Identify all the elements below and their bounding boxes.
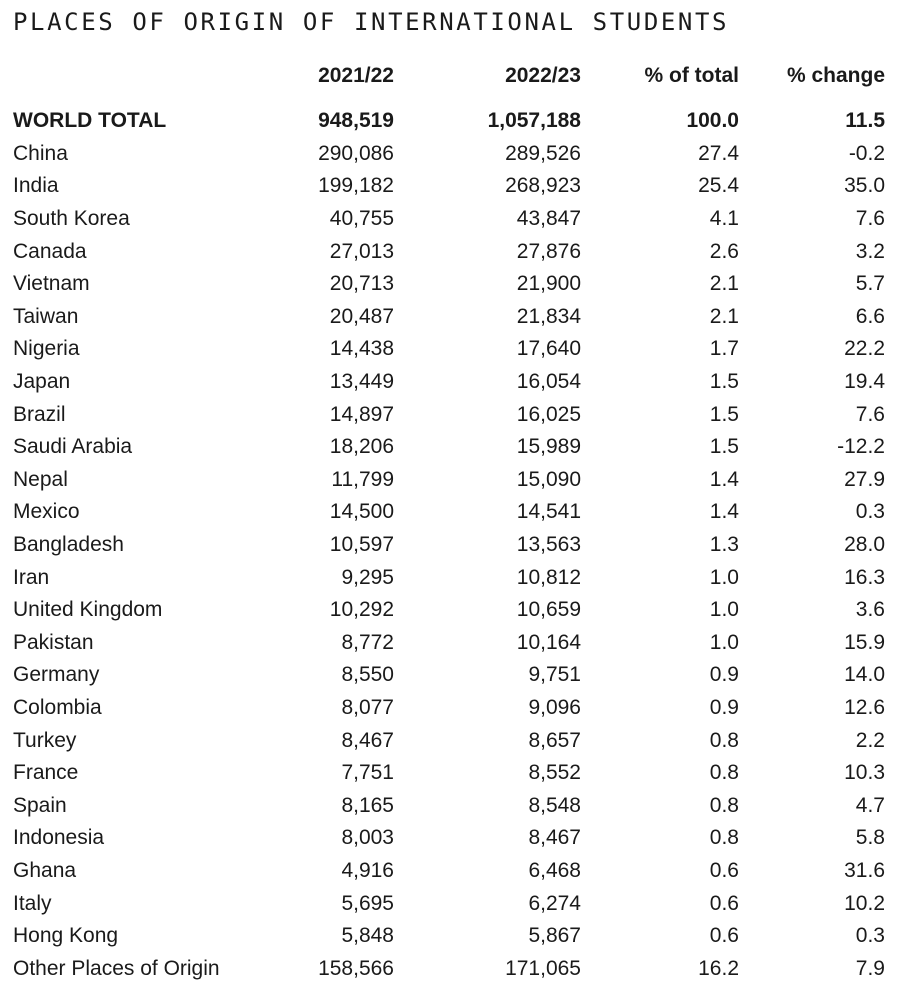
place-name: Pakistan <box>13 630 94 654</box>
pct-total: 1.5 <box>709 370 739 394</box>
pct-total: 4.1 <box>709 207 739 231</box>
table-row <box>13 366 885 399</box>
value-2021-22: 5,695 <box>341 891 394 915</box>
header-place <box>13 58 261 94</box>
pct-total: 0.8 <box>709 793 739 817</box>
total-2022-23: 1,057,188 <box>487 109 581 133</box>
pct-change: 3.2 <box>855 239 885 263</box>
place-name: Canada <box>13 239 87 263</box>
pct-change: 35.0 <box>844 174 885 198</box>
pct-total: 0.8 <box>709 761 739 785</box>
table-row <box>13 301 885 334</box>
table-row <box>13 138 885 171</box>
table-row <box>13 855 885 888</box>
place-name: Ghana <box>13 858 77 882</box>
value-2022-23: 21,834 <box>516 304 581 328</box>
place-name: Italy <box>13 891 52 915</box>
value-2022-23: 10,164 <box>516 630 581 654</box>
value-2021-22: 8,550 <box>341 663 394 687</box>
pct-change: 7.6 <box>855 207 885 231</box>
pct-total: 1.4 <box>709 500 739 524</box>
value-2021-22: 11,799 <box>331 467 394 491</box>
header-pct-total: % of total <box>644 64 739 87</box>
pct-total: 0.9 <box>709 663 739 687</box>
pct-change: 27.9 <box>844 467 885 491</box>
place-name: Nepal <box>13 467 68 491</box>
value-2022-23: 9,096 <box>528 695 581 719</box>
pct-change: 2.2 <box>855 728 885 752</box>
table-row <box>13 627 885 660</box>
pct-total: 27.4 <box>698 141 739 165</box>
pct-total: 2.1 <box>709 272 739 296</box>
place-name: Indonesia <box>13 826 105 850</box>
pct-total: 1.0 <box>709 565 739 589</box>
value-2022-23: 8,467 <box>528 826 581 850</box>
value-2021-22: 290,086 <box>318 141 394 165</box>
place-name: United Kingdom <box>13 598 163 622</box>
value-2021-22: 18,206 <box>329 435 394 459</box>
pct-total: 1.0 <box>709 630 739 654</box>
total-pct-total: 100.0 <box>686 109 739 133</box>
pct-total: 0.6 <box>709 891 739 915</box>
value-2022-23: 10,659 <box>516 598 581 622</box>
pct-total: 1.7 <box>709 337 739 361</box>
pct-total: 1.0 <box>709 598 739 622</box>
table-row <box>13 920 885 953</box>
value-2022-23: 8,657 <box>528 728 581 752</box>
place-name: Germany <box>13 663 100 687</box>
value-2021-22: 14,438 <box>329 337 394 361</box>
value-2021-22: 8,467 <box>341 728 394 752</box>
place-name: Bangladesh <box>13 533 124 557</box>
place-name: Nigeria <box>13 337 80 361</box>
table-row <box>13 268 885 301</box>
value-2021-22: 10,597 <box>329 533 394 557</box>
pct-change: 28.0 <box>844 533 885 557</box>
table-row <box>13 529 885 562</box>
pct-change: -12.2 <box>837 435 885 459</box>
value-2021-22: 7,751 <box>341 761 394 785</box>
value-2021-22: 4,916 <box>341 858 394 882</box>
value-2021-22: 20,713 <box>329 272 394 296</box>
pct-total: 16.2 <box>698 956 739 980</box>
pct-change: 5.8 <box>855 826 885 850</box>
value-2022-23: 6,274 <box>528 891 581 915</box>
value-2021-22: 40,755 <box>329 207 394 231</box>
pct-change: 3.6 <box>855 598 885 622</box>
value-2022-23: 5,867 <box>528 924 581 948</box>
header-2022-23: 2022/23 <box>505 64 581 87</box>
table-row <box>13 789 885 822</box>
pct-total: 0.9 <box>709 695 739 719</box>
table-row <box>13 594 885 627</box>
value-2022-23: 27,876 <box>516 239 581 263</box>
pct-change: 10.2 <box>844 891 885 915</box>
table-row <box>13 887 885 920</box>
total-2021-22: 948,519 <box>318 109 394 133</box>
value-2022-23: 268,923 <box>505 174 581 198</box>
pct-total: 2.1 <box>709 304 739 328</box>
place-name: France <box>13 761 79 785</box>
pct-change: -0.2 <box>848 141 885 165</box>
table-row <box>13 659 885 692</box>
value-2021-22: 20,487 <box>329 304 394 328</box>
pct-total: 2.6 <box>709 239 739 263</box>
place-name: Japan <box>13 370 71 394</box>
place-name: India <box>13 174 59 198</box>
pct-total: 0.6 <box>709 924 739 948</box>
pct-total: 0.6 <box>709 858 739 882</box>
value-2022-23: 8,548 <box>528 793 581 817</box>
table-row <box>13 464 885 497</box>
total-pct-change: 11.5 <box>845 109 885 133</box>
place-name: Other Places of Origin <box>13 956 220 980</box>
table-row <box>13 170 885 203</box>
value-2021-22: 14,500 <box>329 500 394 524</box>
value-2021-22: 27,013 <box>329 239 394 263</box>
value-2021-22: 5,848 <box>341 924 394 948</box>
value-2022-23: 15,090 <box>516 467 581 491</box>
pct-change: 16.3 <box>844 565 885 589</box>
value-2021-22: 8,165 <box>341 793 394 817</box>
pct-change: 0.3 <box>855 924 885 948</box>
value-2021-22: 13,449 <box>329 370 394 394</box>
pct-total: 0.8 <box>709 826 739 850</box>
header-pct-change: % change <box>786 64 885 87</box>
place-name: Iran <box>13 565 50 589</box>
value-2021-22: 14,897 <box>329 402 394 426</box>
pct-change: 14.0 <box>844 663 885 687</box>
value-2022-23: 17,640 <box>516 337 581 361</box>
pct-change: 4.7 <box>855 793 885 817</box>
pct-change: 12.6 <box>844 695 885 719</box>
place-name: Taiwan <box>13 304 79 328</box>
students-table <box>13 58 885 985</box>
pct-total: 1.5 <box>709 402 739 426</box>
value-2022-23: 15,989 <box>516 435 581 459</box>
pct-total: 1.3 <box>709 533 739 557</box>
header-row <box>13 58 885 94</box>
table-row <box>13 692 885 725</box>
place-name: South Korea <box>13 207 130 231</box>
pct-change: 31.6 <box>844 858 885 882</box>
table-row <box>13 757 885 790</box>
value-2022-23: 171,065 <box>505 956 581 980</box>
value-2022-23: 16,054 <box>516 370 581 394</box>
value-2021-22: 199,182 <box>318 174 394 198</box>
table-row <box>13 822 885 855</box>
table-row <box>13 496 885 529</box>
value-2022-23: 21,900 <box>516 272 581 296</box>
page-title: PLACES OF ORIGIN OF INTERNATIONAL STUDENTS <box>13 8 730 36</box>
value-2022-23: 6,468 <box>528 858 581 882</box>
value-2022-23: 16,025 <box>516 402 581 426</box>
value-2021-22: 158,566 <box>318 956 394 980</box>
place-name: Spain <box>13 793 67 817</box>
pct-change: 19.4 <box>844 370 885 394</box>
value-2022-23: 9,751 <box>528 663 581 687</box>
place-name: China <box>13 141 68 165</box>
value-2022-23: 43,847 <box>516 207 581 231</box>
value-2021-22: 9,295 <box>341 565 394 589</box>
value-2022-23: 13,563 <box>516 533 581 557</box>
table-row <box>13 333 885 366</box>
value-2022-23: 10,812 <box>516 565 581 589</box>
pct-change: 15.9 <box>844 630 885 654</box>
table-row <box>13 724 885 757</box>
pct-change: 22.2 <box>844 337 885 361</box>
place-name: Turkey <box>13 728 77 752</box>
value-2021-22: 8,772 <box>341 630 394 654</box>
pct-total: 1.4 <box>709 467 739 491</box>
pct-change: 7.6 <box>855 402 885 426</box>
header-2021-22: 2021/22 <box>318 64 394 87</box>
place-name: Brazil <box>13 402 66 426</box>
pct-total: 0.8 <box>709 728 739 752</box>
place-name: Mexico <box>13 500 80 524</box>
pct-change: 5.7 <box>855 272 885 296</box>
pct-change: 7.9 <box>855 956 885 980</box>
value-2022-23: 14,541 <box>516 500 581 524</box>
total-name: WORLD TOTAL <box>13 109 167 133</box>
value-2021-22: 8,003 <box>341 826 394 850</box>
pct-change: 6.6 <box>855 304 885 328</box>
pct-change: 10.3 <box>844 761 885 785</box>
table-row <box>13 431 885 464</box>
value-2021-22: 8,077 <box>341 695 394 719</box>
place-name: Hong Kong <box>13 924 119 948</box>
table-row <box>13 398 885 431</box>
table-row <box>13 561 885 594</box>
place-name: Colombia <box>13 695 102 719</box>
table-row <box>13 952 885 985</box>
value-2022-23: 8,552 <box>528 761 581 785</box>
pct-total: 1.5 <box>709 435 739 459</box>
value-2022-23: 289,526 <box>505 141 581 165</box>
table-row <box>13 203 885 236</box>
table-row <box>13 235 885 268</box>
pct-change: 0.3 <box>855 500 885 524</box>
world-total-row <box>13 105 885 138</box>
place-name: Vietnam <box>13 272 90 296</box>
value-2021-22: 10,292 <box>329 598 394 622</box>
place-name: Saudi Arabia <box>13 435 133 459</box>
pct-total: 25.4 <box>698 174 739 198</box>
